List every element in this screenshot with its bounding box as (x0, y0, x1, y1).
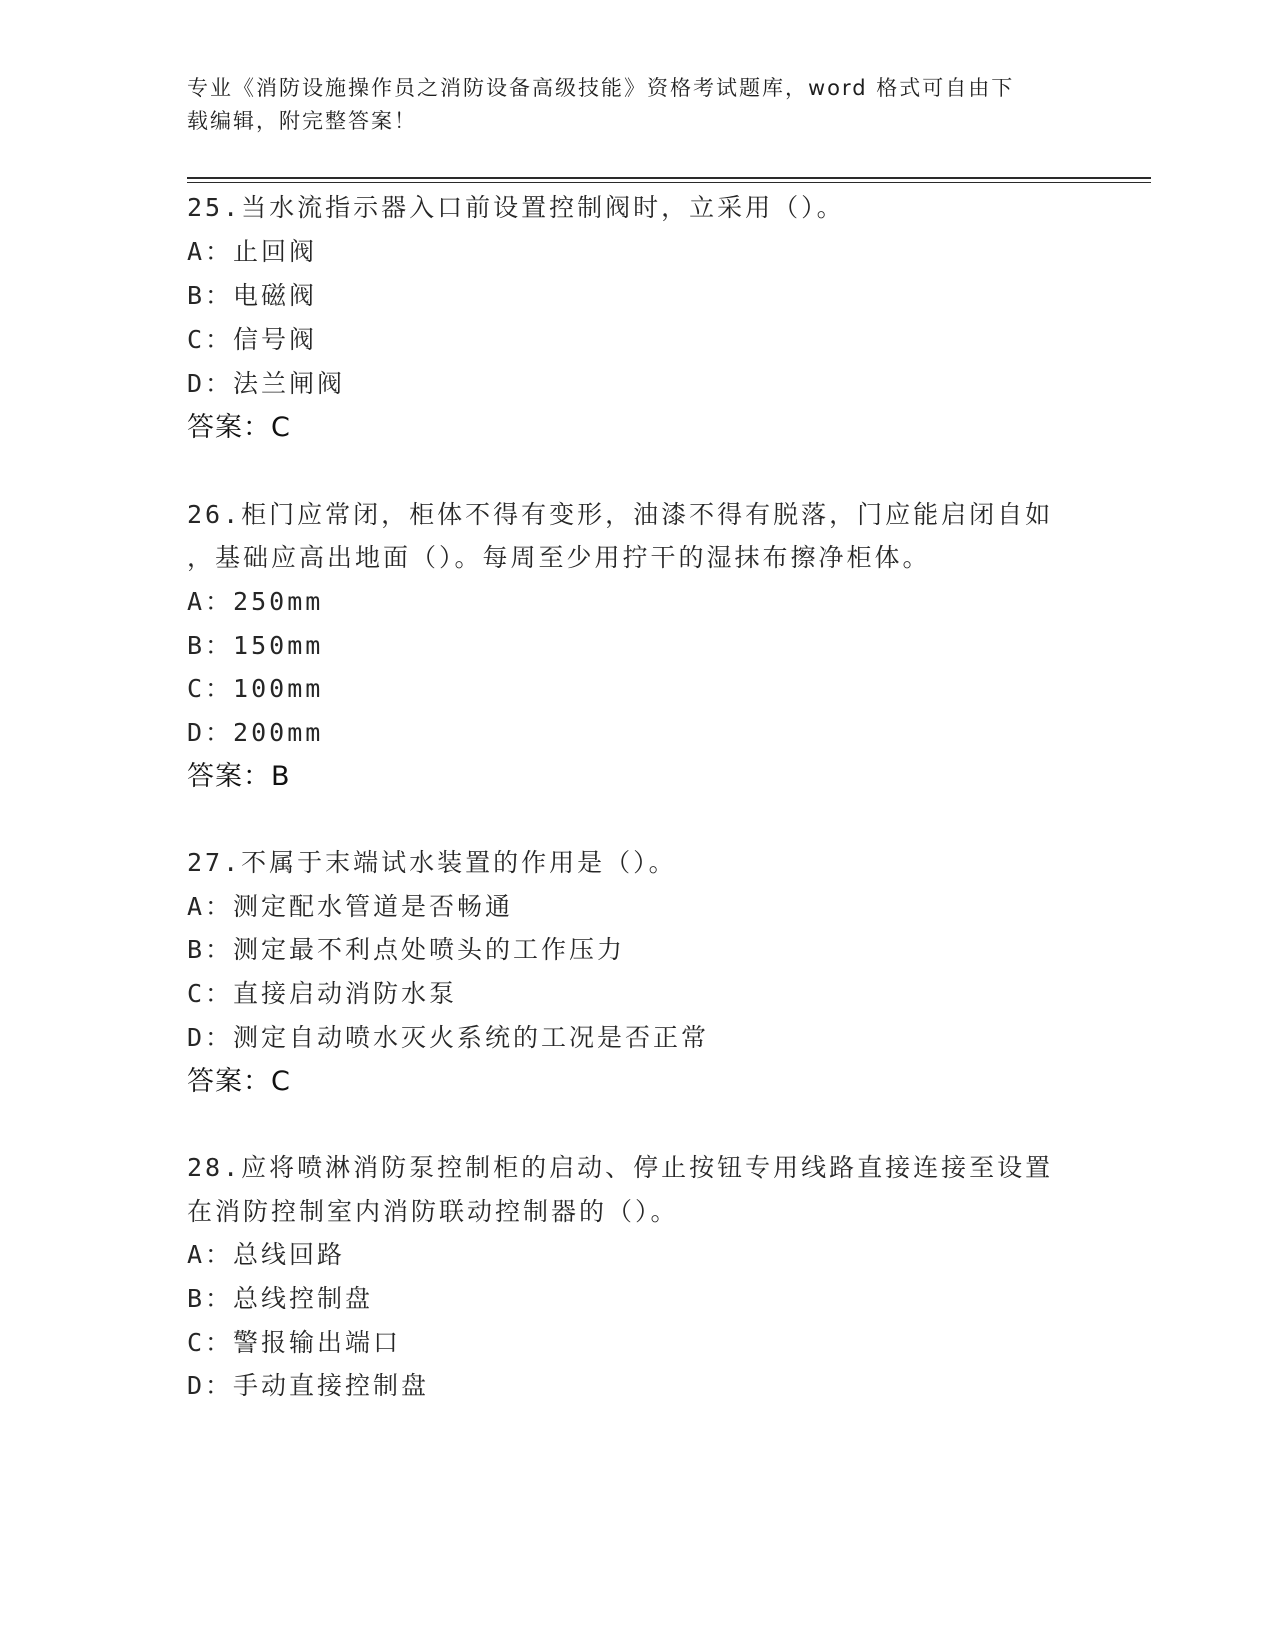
header-divider-thin (187, 182, 1151, 183)
question-26-option-d: D：200mm (187, 718, 324, 747)
question-26-option-a: A：250mm (187, 587, 324, 616)
question-26-answer: 答案：B (187, 761, 291, 792)
question-25-stem: 25.当水流指示器入口前设置控制阀时，立采用（）。 (187, 193, 845, 222)
question-25-option-a: A：止回阀 (187, 237, 318, 266)
question-28-option-b: B：总线控制盘 (187, 1284, 374, 1313)
question-28-stem-line-1: 28.应将喷淋消防泵控制柜的启动、停止按钮专用线路直接连接至设置 (187, 1153, 1054, 1182)
question-27-option-c: C：直接启动消防水泵 (187, 979, 458, 1008)
question-26-stem-line-2: ，基础应高出地面（）。每周至少用拧干的湿抹布擦净柜体。 (187, 543, 931, 572)
question-26-option-c: C：100mm (187, 674, 324, 703)
header-note (187, 72, 1067, 138)
question-25-answer: 答案：C (187, 412, 291, 443)
question-25-option-d: D：法兰闸阀 (187, 369, 346, 398)
question-26-stem-line-1: 26.柜门应常闭，柜体不得有变形，油漆不得有脱落，门应能启闭自如 (187, 500, 1054, 529)
question-28-option-a: A：总线回路 (187, 1240, 346, 1269)
question-28-option-c: C：警报输出端口 (187, 1328, 402, 1357)
question-27-option-a: A：测定配水管道是否畅通 (187, 892, 514, 921)
question-26-option-b: B：150mm (187, 631, 324, 660)
question-28-option-d: D：手动直接控制盘 (187, 1371, 430, 1400)
question-27-stem: 27.不属于末端试水装置的作用是（）。 (187, 848, 677, 877)
header-note-line-1: 专业《消防设施操作员之消防设备高级技能》资格考试题库，word 格式可自由下 (187, 76, 1015, 100)
question-25-option-b: B：电磁阀 (187, 281, 318, 310)
question-27-answer: 答案：C (187, 1066, 291, 1097)
question-28-stem-line-2: 在消防控制室内消防联动控制器的（）。 (187, 1197, 679, 1226)
header-note-line-2: 载编辑，附完整答案！ (187, 109, 417, 133)
header-divider-thick (187, 177, 1151, 179)
question-27-option-d: D：测定自动喷水灭火系统的工况是否正常 (187, 1023, 710, 1052)
question-25-option-c: C：信号阀 (187, 325, 318, 354)
question-27-option-b: B：测定最不利点处喷头的工作压力 (187, 935, 626, 964)
